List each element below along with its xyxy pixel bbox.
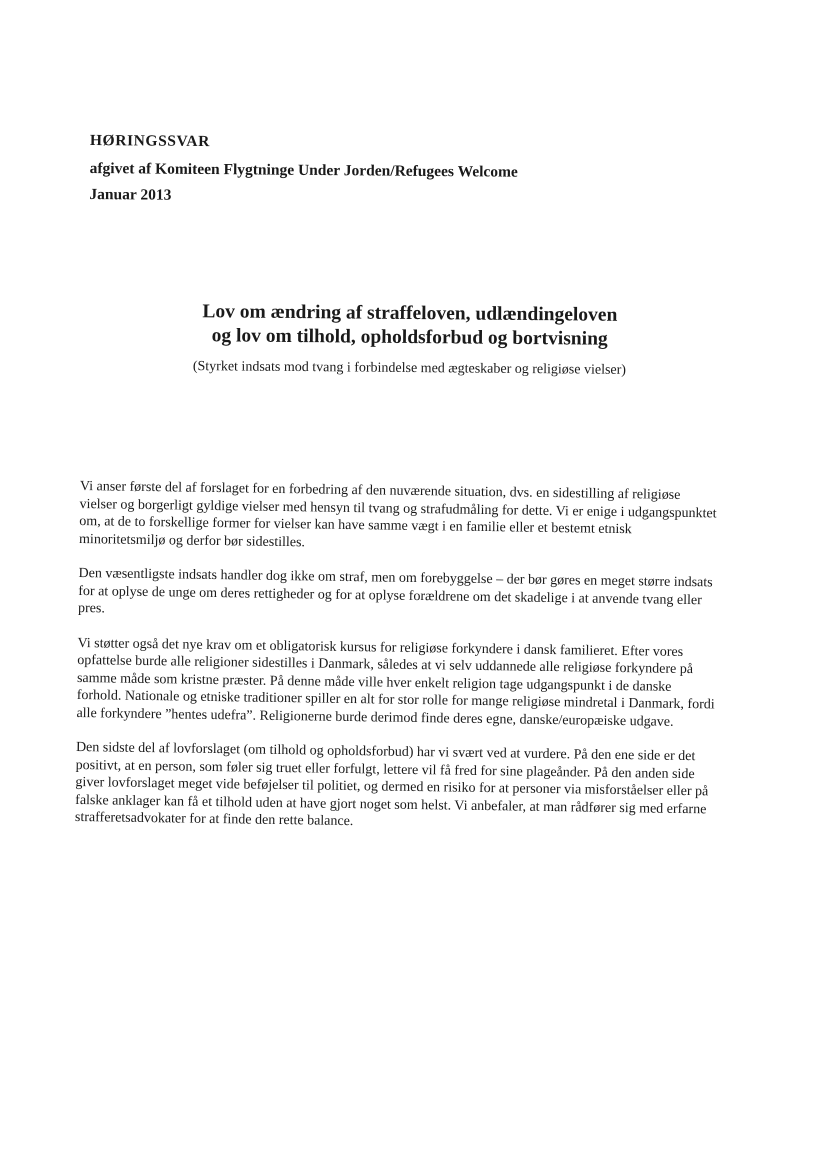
document-header (89, 132, 610, 209)
document-subtitle: (Styrket indsats mod tvang i forbindelse med ægteskaber og religiøse vielser) (192, 359, 627, 378)
submitting-organization: afgivet af Komiteen Flygtninge Under Jorden/Refugees Welcome (89, 159, 518, 181)
document-date: Januar 2013 (89, 185, 172, 204)
title-block (149, 300, 670, 381)
document-type-label: HØRINGSSVAR (89, 132, 211, 151)
paragraph: Vi støtter også det nye krav om et obligatorisk kursus for religiøse forkyndere i dansk familieret. Efter vores opfattelse burde alle religioner sidestilles i Danmark, således at vi selv uddannede alle religiøse forkyndere på samme måde som kristne præster. På denne måde ville hver enkelt religion tage udgangspunkt i de danske forhold. Nationale og etniske traditioner spiller en alt for stor rolle for mange religiøse mindretal i Danmark, fordi alle forkyndere ”hentes udefra”. Religionerne burde derimod finde deres egne, danske/europæiske udgave. (76, 635, 715, 730)
document-body (75, 478, 718, 853)
document-title-line-2: og lov om tilhold, opholdsforbud og bortvisning (211, 325, 608, 350)
paragraph: Den væsentligste indsats handler dog ikke om straf, men om forebyggelse – der bør gøres en meget større indsats for at oplyse de unge om deres rettigheder og for at oplyse forældrene om det skadelige i at anvende tvang eller pres. (77, 565, 713, 617)
document-title-line-1: Lov om ændring af straffeloven, udlændingeloven (202, 301, 618, 326)
paragraph: Vi anser første del af forslaget for en forbedring af den nuværende situation, dvs. en sidestilling af religiøse vielser og borgerligt gyldige vielser med hensyn til tvang og strafudmåling for dette. Vi er enige i udgangspunktet om, at de to forskellige former for vielser kan have samme vægt i en familie eller et bestemt etnisk minoritetsmiljø og derfor bør sidestilles. (78, 478, 717, 550)
paragraph: Den sidste del af lovforslaget (om tilhold og opholdsforbud) har vi svært ved at vurdere. På den ene side er det positivt, at en person, som føler sig truet eller forfulgt, lettere vil få fred for sine plageånder. På den anden side giver lovforslaget meget vide beføjelser til politiet, og dermed en risiko for at personer via misforståelser eller på falske anklager kan få et tilhold uden at have gjort noget som helst. Vi anbefaler, at man rådfører sig med erfarne strafferetsadvokater for at finde den rette balance. (74, 739, 709, 830)
